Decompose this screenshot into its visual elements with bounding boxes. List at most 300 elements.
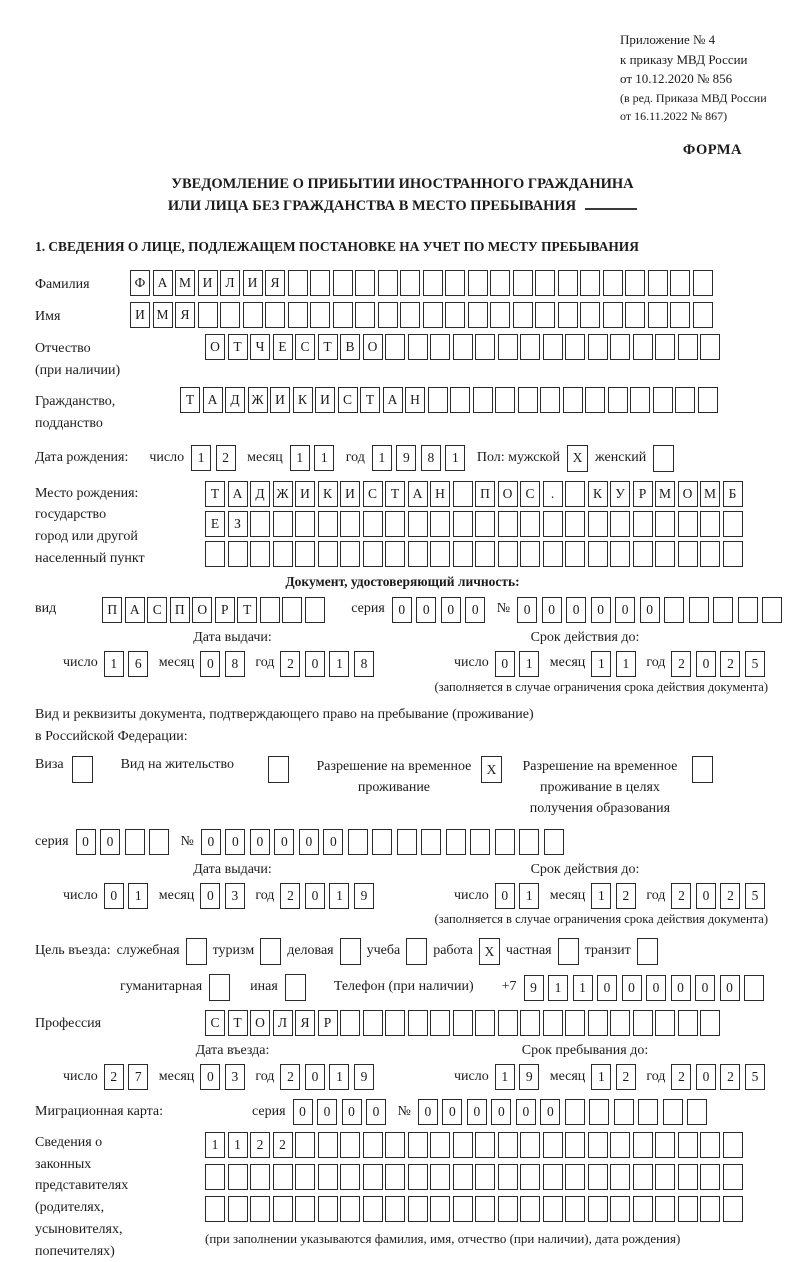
char-cell[interactable] xyxy=(333,270,353,296)
char-cell[interactable] xyxy=(655,541,675,567)
char-cell[interactable]: 2 xyxy=(616,883,636,909)
char-cell[interactable]: С xyxy=(205,1010,225,1036)
char-cell[interactable]: 1 xyxy=(519,651,539,677)
checkbox-cell[interactable] xyxy=(186,938,207,965)
char-cell[interactable] xyxy=(678,541,698,567)
char-cell[interactable] xyxy=(475,541,495,567)
char-cell[interactable]: 0 xyxy=(640,597,660,623)
char-cell[interactable] xyxy=(655,511,675,537)
char-cell[interactable] xyxy=(385,1164,405,1190)
char-cell[interactable] xyxy=(408,1164,428,1190)
char-cell[interactable]: 6 xyxy=(128,651,148,677)
char-cell[interactable]: Т xyxy=(318,334,338,360)
char-cell[interactable] xyxy=(250,1164,270,1190)
char-cell[interactable]: Ф xyxy=(130,270,150,296)
char-cell[interactable] xyxy=(340,1132,360,1158)
char-cell[interactable] xyxy=(698,387,718,413)
char-cell[interactable]: 1 xyxy=(495,1064,515,1090)
char-cell[interactable]: Т xyxy=(360,387,380,413)
char-cell[interactable]: 0 xyxy=(274,829,294,855)
char-cell[interactable] xyxy=(678,1132,698,1158)
char-cell[interactable]: Я xyxy=(175,302,195,328)
char-cell[interactable] xyxy=(563,387,583,413)
char-cell[interactable]: 2 xyxy=(720,651,740,677)
char-cell[interactable] xyxy=(430,334,450,360)
char-cell[interactable] xyxy=(475,1196,495,1222)
char-cell[interactable] xyxy=(653,387,673,413)
char-cell[interactable]: М xyxy=(700,481,720,507)
checkbox-cell[interactable] xyxy=(558,938,579,965)
char-cell[interactable] xyxy=(700,334,720,360)
char-cell[interactable] xyxy=(678,1010,698,1036)
char-cell[interactable]: 5 xyxy=(745,651,765,677)
char-cell[interactable] xyxy=(663,1099,683,1125)
char-cell[interactable] xyxy=(664,597,684,623)
char-cell[interactable] xyxy=(700,1164,720,1190)
char-cell[interactable] xyxy=(520,1164,540,1190)
char-cell[interactable]: Т xyxy=(385,481,405,507)
char-cell[interactable]: 9 xyxy=(524,975,544,1001)
char-cell[interactable] xyxy=(385,1010,405,1036)
char-cell[interactable] xyxy=(445,270,465,296)
char-cell[interactable] xyxy=(318,1164,338,1190)
char-cell[interactable] xyxy=(633,1164,653,1190)
char-cell[interactable] xyxy=(340,1164,360,1190)
char-cell[interactable] xyxy=(633,1010,653,1036)
char-cell[interactable]: 9 xyxy=(519,1064,539,1090)
char-cell[interactable] xyxy=(475,1164,495,1190)
char-cell[interactable] xyxy=(543,1132,563,1158)
char-cell[interactable] xyxy=(408,541,428,567)
char-cell[interactable] xyxy=(430,1132,450,1158)
char-cell[interactable] xyxy=(518,387,538,413)
char-cell[interactable]: 1 xyxy=(372,445,392,471)
char-cell[interactable]: Т xyxy=(228,1010,248,1036)
char-cell[interactable] xyxy=(495,829,515,855)
char-cell[interactable] xyxy=(633,1132,653,1158)
char-cell[interactable] xyxy=(520,1010,540,1036)
char-cell[interactable] xyxy=(565,511,585,537)
char-cell[interactable] xyxy=(273,1196,293,1222)
char-cell[interactable]: 0 xyxy=(305,1064,325,1090)
char-cell[interactable]: 0 xyxy=(305,883,325,909)
char-cell[interactable]: М xyxy=(153,302,173,328)
char-cell[interactable]: 8 xyxy=(354,651,374,677)
char-cell[interactable] xyxy=(655,1010,675,1036)
char-cell[interactable]: Т xyxy=(205,481,225,507)
char-cell[interactable] xyxy=(565,334,585,360)
char-cell[interactable]: 0 xyxy=(441,597,461,623)
char-cell[interactable] xyxy=(378,270,398,296)
char-cell[interactable] xyxy=(453,511,473,537)
char-cell[interactable] xyxy=(318,511,338,537)
char-cell[interactable] xyxy=(588,1132,608,1158)
char-cell[interactable]: Б xyxy=(723,481,743,507)
char-cell[interactable] xyxy=(543,334,563,360)
char-cell[interactable] xyxy=(648,270,668,296)
char-cell[interactable]: И xyxy=(270,387,290,413)
char-cell[interactable] xyxy=(723,1132,743,1158)
char-cell[interactable]: И xyxy=(130,302,150,328)
char-cell[interactable]: О xyxy=(250,1010,270,1036)
char-cell[interactable] xyxy=(558,302,578,328)
char-cell[interactable]: 0 xyxy=(366,1099,386,1125)
char-cell[interactable] xyxy=(678,1196,698,1222)
char-cell[interactable] xyxy=(318,1132,338,1158)
char-cell[interactable] xyxy=(670,270,690,296)
char-cell[interactable] xyxy=(385,1132,405,1158)
char-cell[interactable]: И xyxy=(295,481,315,507)
checkbox-cell[interactable] xyxy=(72,756,93,783)
char-cell[interactable]: 1 xyxy=(128,883,148,909)
char-cell[interactable]: И xyxy=(315,387,335,413)
char-cell[interactable]: А xyxy=(153,270,173,296)
char-cell[interactable]: О xyxy=(205,334,225,360)
char-cell[interactable]: 0 xyxy=(250,829,270,855)
char-cell[interactable]: Т xyxy=(237,597,257,623)
char-cell[interactable] xyxy=(408,1132,428,1158)
char-cell[interactable] xyxy=(610,1010,630,1036)
char-cell[interactable]: 3 xyxy=(225,883,245,909)
char-cell[interactable] xyxy=(535,270,555,296)
char-cell[interactable] xyxy=(565,541,585,567)
char-cell[interactable] xyxy=(513,270,533,296)
char-cell[interactable] xyxy=(630,387,650,413)
char-cell[interactable]: 0 xyxy=(104,883,124,909)
char-cell[interactable]: 0 xyxy=(696,651,716,677)
char-cell[interactable] xyxy=(363,1132,383,1158)
char-cell[interactable] xyxy=(588,541,608,567)
char-cell[interactable]: Л xyxy=(220,270,240,296)
char-cell[interactable] xyxy=(700,511,720,537)
char-cell[interactable] xyxy=(633,1196,653,1222)
char-cell[interactable]: 0 xyxy=(591,597,611,623)
char-cell[interactable] xyxy=(513,302,533,328)
char-cell[interactable]: Р xyxy=(215,597,235,623)
char-cell[interactable] xyxy=(565,1132,585,1158)
char-cell[interactable]: 0 xyxy=(495,651,515,677)
char-cell[interactable]: 0 xyxy=(671,975,691,1001)
char-cell[interactable]: Р xyxy=(318,1010,338,1036)
char-cell[interactable]: А xyxy=(203,387,223,413)
char-cell[interactable] xyxy=(228,1196,248,1222)
char-cell[interactable] xyxy=(625,302,645,328)
checkbox-cell[interactable] xyxy=(637,938,658,965)
char-cell[interactable]: С xyxy=(338,387,358,413)
checkbox-cell[interactable] xyxy=(209,974,230,1001)
char-cell[interactable] xyxy=(589,1099,609,1125)
char-cell[interactable] xyxy=(498,1010,518,1036)
char-cell[interactable] xyxy=(738,597,758,623)
char-cell[interactable] xyxy=(565,481,585,507)
char-cell[interactable]: 1 xyxy=(104,651,124,677)
char-cell[interactable] xyxy=(475,1010,495,1036)
char-cell[interactable] xyxy=(543,1010,563,1036)
char-cell[interactable]: 0 xyxy=(495,883,515,909)
char-cell[interactable] xyxy=(453,1164,473,1190)
char-cell[interactable] xyxy=(295,1164,315,1190)
char-cell[interactable]: 1 xyxy=(573,975,593,1001)
char-cell[interactable]: Ж xyxy=(248,387,268,413)
char-cell[interactable]: 1 xyxy=(205,1132,225,1158)
char-cell[interactable]: 1 xyxy=(519,883,539,909)
char-cell[interactable]: 7 xyxy=(128,1064,148,1090)
char-cell[interactable] xyxy=(655,1196,675,1222)
char-cell[interactable]: О xyxy=(498,481,518,507)
char-cell[interactable]: И xyxy=(243,270,263,296)
char-cell[interactable]: 0 xyxy=(317,1099,337,1125)
char-cell[interactable] xyxy=(762,597,782,623)
char-cell[interactable]: 1 xyxy=(191,445,211,471)
char-cell[interactable]: С xyxy=(295,334,315,360)
char-cell[interactable] xyxy=(340,1010,360,1036)
char-cell[interactable] xyxy=(473,387,493,413)
char-cell[interactable]: 2 xyxy=(616,1064,636,1090)
char-cell[interactable] xyxy=(580,302,600,328)
char-cell[interactable] xyxy=(355,302,375,328)
char-cell[interactable] xyxy=(543,541,563,567)
char-cell[interactable]: Т xyxy=(228,334,248,360)
char-cell[interactable] xyxy=(273,511,293,537)
char-cell[interactable] xyxy=(385,541,405,567)
char-cell[interactable]: 2 xyxy=(250,1132,270,1158)
char-cell[interactable] xyxy=(610,541,630,567)
char-cell[interactable] xyxy=(678,511,698,537)
char-cell[interactable]: Е xyxy=(205,511,225,537)
char-cell[interactable]: 2 xyxy=(216,445,236,471)
char-cell[interactable]: 1 xyxy=(314,445,334,471)
char-cell[interactable]: А xyxy=(125,597,145,623)
char-cell[interactable] xyxy=(468,270,488,296)
char-cell[interactable] xyxy=(670,302,690,328)
char-cell[interactable] xyxy=(423,302,443,328)
char-cell[interactable] xyxy=(446,829,466,855)
char-cell[interactable]: Я xyxy=(295,1010,315,1036)
char-cell[interactable] xyxy=(648,302,668,328)
char-cell[interactable] xyxy=(544,829,564,855)
char-cell[interactable]: 0 xyxy=(418,1099,438,1125)
char-cell[interactable]: 9 xyxy=(396,445,416,471)
char-cell[interactable] xyxy=(453,1010,473,1036)
char-cell[interactable]: Т xyxy=(180,387,200,413)
char-cell[interactable]: 0 xyxy=(597,975,617,1001)
char-cell[interactable]: О xyxy=(363,334,383,360)
char-cell[interactable] xyxy=(633,511,653,537)
char-cell[interactable] xyxy=(625,270,645,296)
checkbox-cell[interactable] xyxy=(340,938,361,965)
char-cell[interactable]: 0 xyxy=(696,883,716,909)
char-cell[interactable]: 0 xyxy=(200,651,220,677)
char-cell[interactable] xyxy=(205,541,225,567)
char-cell[interactable] xyxy=(250,541,270,567)
char-cell[interactable] xyxy=(655,1132,675,1158)
char-cell[interactable] xyxy=(295,541,315,567)
char-cell[interactable] xyxy=(558,270,578,296)
char-cell[interactable]: 0 xyxy=(720,975,740,1001)
char-cell[interactable] xyxy=(700,1010,720,1036)
char-cell[interactable] xyxy=(340,511,360,537)
char-cell[interactable] xyxy=(428,387,448,413)
char-cell[interactable] xyxy=(228,541,248,567)
char-cell[interactable] xyxy=(408,1196,428,1222)
char-cell[interactable]: М xyxy=(175,270,195,296)
char-cell[interactable] xyxy=(378,302,398,328)
char-cell[interactable] xyxy=(305,597,325,623)
char-cell[interactable]: 0 xyxy=(305,651,325,677)
char-cell[interactable] xyxy=(655,334,675,360)
char-cell[interactable] xyxy=(453,1196,473,1222)
char-cell[interactable] xyxy=(385,1196,405,1222)
char-cell[interactable] xyxy=(678,1164,698,1190)
char-cell[interactable] xyxy=(723,541,743,567)
char-cell[interactable]: 0 xyxy=(542,597,562,623)
char-cell[interactable] xyxy=(400,270,420,296)
char-cell[interactable] xyxy=(348,829,368,855)
char-cell[interactable] xyxy=(633,334,653,360)
char-cell[interactable]: 0 xyxy=(342,1099,362,1125)
char-cell[interactable]: 0 xyxy=(225,829,245,855)
char-cell[interactable]: З xyxy=(228,511,248,537)
char-cell[interactable]: Д xyxy=(225,387,245,413)
char-cell[interactable] xyxy=(400,302,420,328)
char-cell[interactable] xyxy=(453,334,473,360)
char-cell[interactable]: Я xyxy=(265,270,285,296)
char-cell[interactable] xyxy=(273,1164,293,1190)
char-cell[interactable] xyxy=(363,1196,383,1222)
char-cell[interactable]: М xyxy=(655,481,675,507)
char-cell[interactable]: И xyxy=(340,481,360,507)
char-cell[interactable]: 0 xyxy=(615,597,635,623)
char-cell[interactable]: А xyxy=(228,481,248,507)
char-cell[interactable]: 0 xyxy=(76,829,96,855)
char-cell[interactable] xyxy=(430,1010,450,1036)
char-cell[interactable] xyxy=(675,387,695,413)
char-cell[interactable] xyxy=(588,1196,608,1222)
char-cell[interactable] xyxy=(363,1010,383,1036)
checkbox-cell[interactable] xyxy=(406,938,427,965)
char-cell[interactable]: А xyxy=(383,387,403,413)
char-cell[interactable] xyxy=(610,1196,630,1222)
char-cell[interactable] xyxy=(520,1196,540,1222)
char-cell[interactable] xyxy=(689,597,709,623)
char-cell[interactable] xyxy=(498,511,518,537)
char-cell[interactable]: 9 xyxy=(354,883,374,909)
char-cell[interactable] xyxy=(610,1132,630,1158)
char-cell[interactable]: 2 xyxy=(280,883,300,909)
char-cell[interactable]: 0 xyxy=(467,1099,487,1125)
char-cell[interactable] xyxy=(498,541,518,567)
char-cell[interactable]: 0 xyxy=(200,1064,220,1090)
char-cell[interactable]: 0 xyxy=(696,1064,716,1090)
char-cell[interactable] xyxy=(430,1196,450,1222)
char-cell[interactable]: У xyxy=(610,481,630,507)
char-cell[interactable] xyxy=(543,511,563,537)
char-cell[interactable] xyxy=(565,1196,585,1222)
char-cell[interactable] xyxy=(723,511,743,537)
char-cell[interactable]: 2 xyxy=(273,1132,293,1158)
char-cell[interactable]: 1 xyxy=(591,1064,611,1090)
char-cell[interactable] xyxy=(543,1164,563,1190)
char-cell[interactable]: Д xyxy=(250,481,270,507)
char-cell[interactable] xyxy=(693,270,713,296)
char-cell[interactable] xyxy=(633,541,653,567)
char-cell[interactable] xyxy=(228,1164,248,1190)
checkbox-cell[interactable]: X xyxy=(481,756,502,783)
char-cell[interactable] xyxy=(372,829,392,855)
char-cell[interactable] xyxy=(498,1132,518,1158)
char-cell[interactable] xyxy=(498,1164,518,1190)
char-cell[interactable] xyxy=(519,829,539,855)
char-cell[interactable]: 2 xyxy=(671,883,691,909)
char-cell[interactable] xyxy=(385,511,405,537)
char-cell[interactable] xyxy=(588,1010,608,1036)
char-cell[interactable]: С xyxy=(363,481,383,507)
char-cell[interactable]: 1 xyxy=(591,651,611,677)
char-cell[interactable] xyxy=(310,302,330,328)
char-cell[interactable]: 0 xyxy=(442,1099,462,1125)
char-cell[interactable]: 0 xyxy=(323,829,343,855)
char-cell[interactable]: 2 xyxy=(280,651,300,677)
char-cell[interactable]: 0 xyxy=(200,883,220,909)
char-cell[interactable] xyxy=(340,1196,360,1222)
char-cell[interactable] xyxy=(700,541,720,567)
char-cell[interactable] xyxy=(588,334,608,360)
char-cell[interactable]: И xyxy=(198,270,218,296)
char-cell[interactable] xyxy=(588,511,608,537)
char-cell[interactable] xyxy=(220,302,240,328)
char-cell[interactable] xyxy=(540,387,560,413)
char-cell[interactable] xyxy=(468,302,488,328)
char-cell[interactable]: П xyxy=(475,481,495,507)
char-cell[interactable] xyxy=(565,1010,585,1036)
char-cell[interactable] xyxy=(498,1196,518,1222)
char-cell[interactable]: С xyxy=(520,481,540,507)
char-cell[interactable]: О xyxy=(192,597,212,623)
char-cell[interactable] xyxy=(475,511,495,537)
checkbox-cell[interactable] xyxy=(653,445,674,472)
char-cell[interactable] xyxy=(603,270,623,296)
char-cell[interactable]: Ж xyxy=(273,481,293,507)
char-cell[interactable] xyxy=(723,1164,743,1190)
char-cell[interactable] xyxy=(333,302,353,328)
char-cell[interactable]: 0 xyxy=(293,1099,313,1125)
char-cell[interactable]: Р xyxy=(633,481,653,507)
char-cell[interactable] xyxy=(450,387,470,413)
char-cell[interactable] xyxy=(490,302,510,328)
char-cell[interactable]: 0 xyxy=(622,975,642,1001)
char-cell[interactable] xyxy=(470,829,490,855)
char-cell[interactable]: 0 xyxy=(201,829,221,855)
char-cell[interactable]: 1 xyxy=(445,445,465,471)
char-cell[interactable] xyxy=(363,1164,383,1190)
char-cell[interactable] xyxy=(498,334,518,360)
char-cell[interactable] xyxy=(430,541,450,567)
char-cell[interactable] xyxy=(250,1196,270,1222)
char-cell[interactable] xyxy=(520,511,540,537)
char-cell[interactable]: 8 xyxy=(421,445,441,471)
char-cell[interactable]: . xyxy=(543,481,563,507)
char-cell[interactable]: 5 xyxy=(745,1064,765,1090)
char-cell[interactable] xyxy=(363,541,383,567)
char-cell[interactable] xyxy=(445,302,465,328)
char-cell[interactable]: Е xyxy=(273,334,293,360)
char-cell[interactable] xyxy=(273,541,293,567)
char-cell[interactable] xyxy=(565,1164,585,1190)
char-cell[interactable] xyxy=(149,829,169,855)
char-cell[interactable] xyxy=(423,270,443,296)
checkbox-cell[interactable] xyxy=(268,756,289,783)
char-cell[interactable]: Н xyxy=(405,387,425,413)
